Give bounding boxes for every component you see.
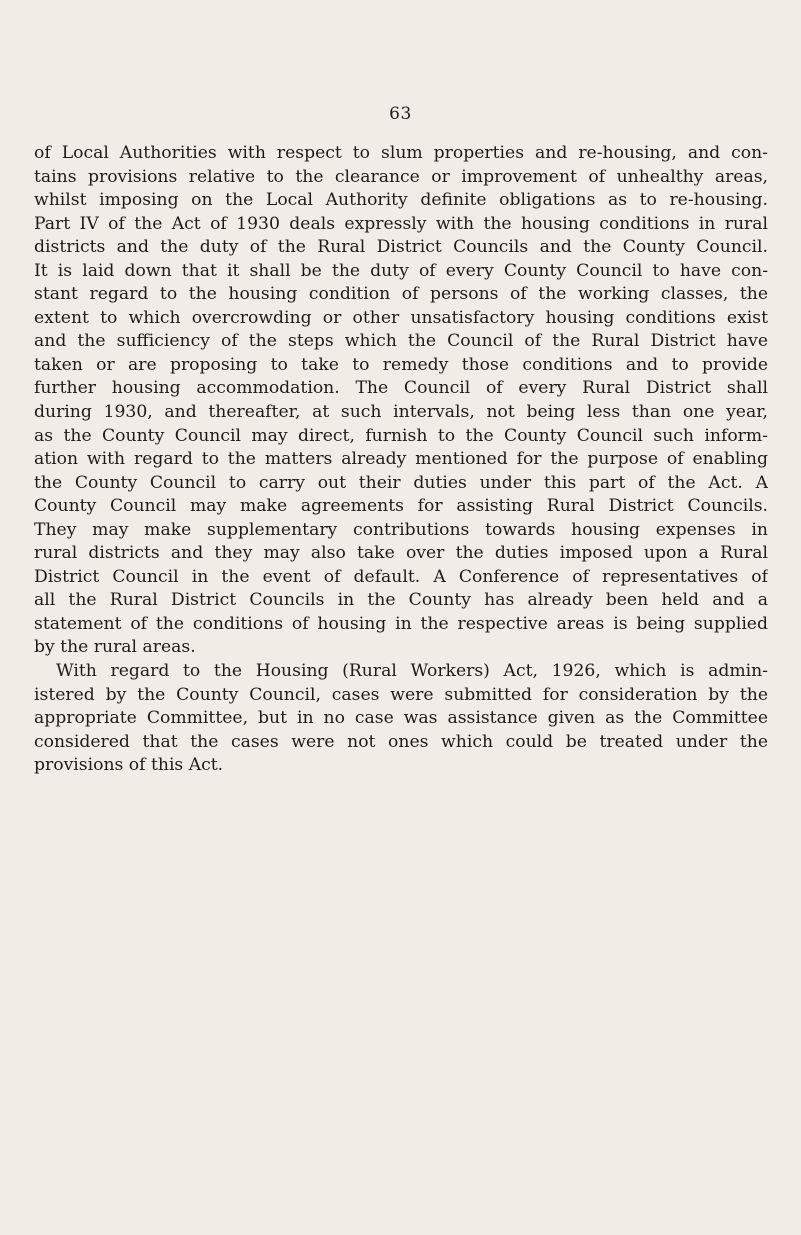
text-line: extent to which overcrowding or other unsatisfactory housing conditions exist (34, 307, 768, 328)
text-line: taken or are proposing to take to remedy those conditions and to provide (34, 354, 768, 375)
text-line: District Council in the event of default. A Conference of representatives of (34, 566, 768, 587)
text-line: istered by the County Council, cases were submitted for consideration by the (34, 684, 768, 705)
text-line: stant regard to the housing condition of persons of the working classes, the (34, 284, 768, 305)
text-line: statement of the conditions of housing in the respective areas is being supplied (34, 613, 768, 634)
text-line: further housing accommodation. The Council of every Rural District shall (34, 378, 768, 399)
text-line: during 1930, and thereafter, at such intervals, not being less than one year, (34, 402, 768, 423)
text-line: With regard to the Housing (Rural Workers) Act, 1926, which is admin- (56, 661, 768, 682)
text-line: as the County Council may direct, furnish to the County Council such inform- (34, 425, 768, 446)
paragraph (34, 142, 768, 660)
body-text (34, 142, 768, 778)
text-line: whilst imposing on the Local Authority definite obligations as to re-housing. (34, 190, 768, 211)
text-line: It is laid down that it shall be the duty of every County Council to have con- (34, 260, 768, 281)
text-line: appropriate Committee, but in no case was assistance given as the Committee (34, 708, 768, 729)
text-line: They may make supplementary contributions towards housing expenses in (34, 519, 768, 540)
text-line: considered that the cases were not ones which could be treated under the (34, 731, 768, 752)
text-line: by the rural areas. (34, 637, 196, 658)
text-line: districts and the duty of the Rural District Councils and the County Council. (34, 237, 768, 258)
text-line: the County Council to carry out their duties under this part of the Act. A (34, 472, 768, 493)
text-line: Part IV of the Act of 1930 deals expressly with the housing conditions in rural (34, 213, 768, 234)
text-line: tains provisions relative to the clearance or improvement of unhealthy areas, (34, 166, 768, 187)
text-line: and the sufficiency of the steps which the Council of the Rural District have (34, 331, 768, 352)
paragraph (34, 660, 768, 778)
text-line: of Local Authorities with respect to slum properties and re-housing, and con- (34, 143, 768, 163)
text-line: all the Rural District Councils in the County has already been held and a (34, 590, 768, 611)
text-line: rural districts and they may also take over the duties imposed upon a Rural (34, 543, 768, 564)
text-line: County Council may make agreements for assisting Rural District Councils. (34, 496, 768, 517)
text-line: ation with regard to the matters already mentioned for the purpose of enabling (34, 449, 768, 470)
text-line: provisions of this Act. (34, 755, 224, 776)
page-number: 63 (389, 104, 412, 124)
